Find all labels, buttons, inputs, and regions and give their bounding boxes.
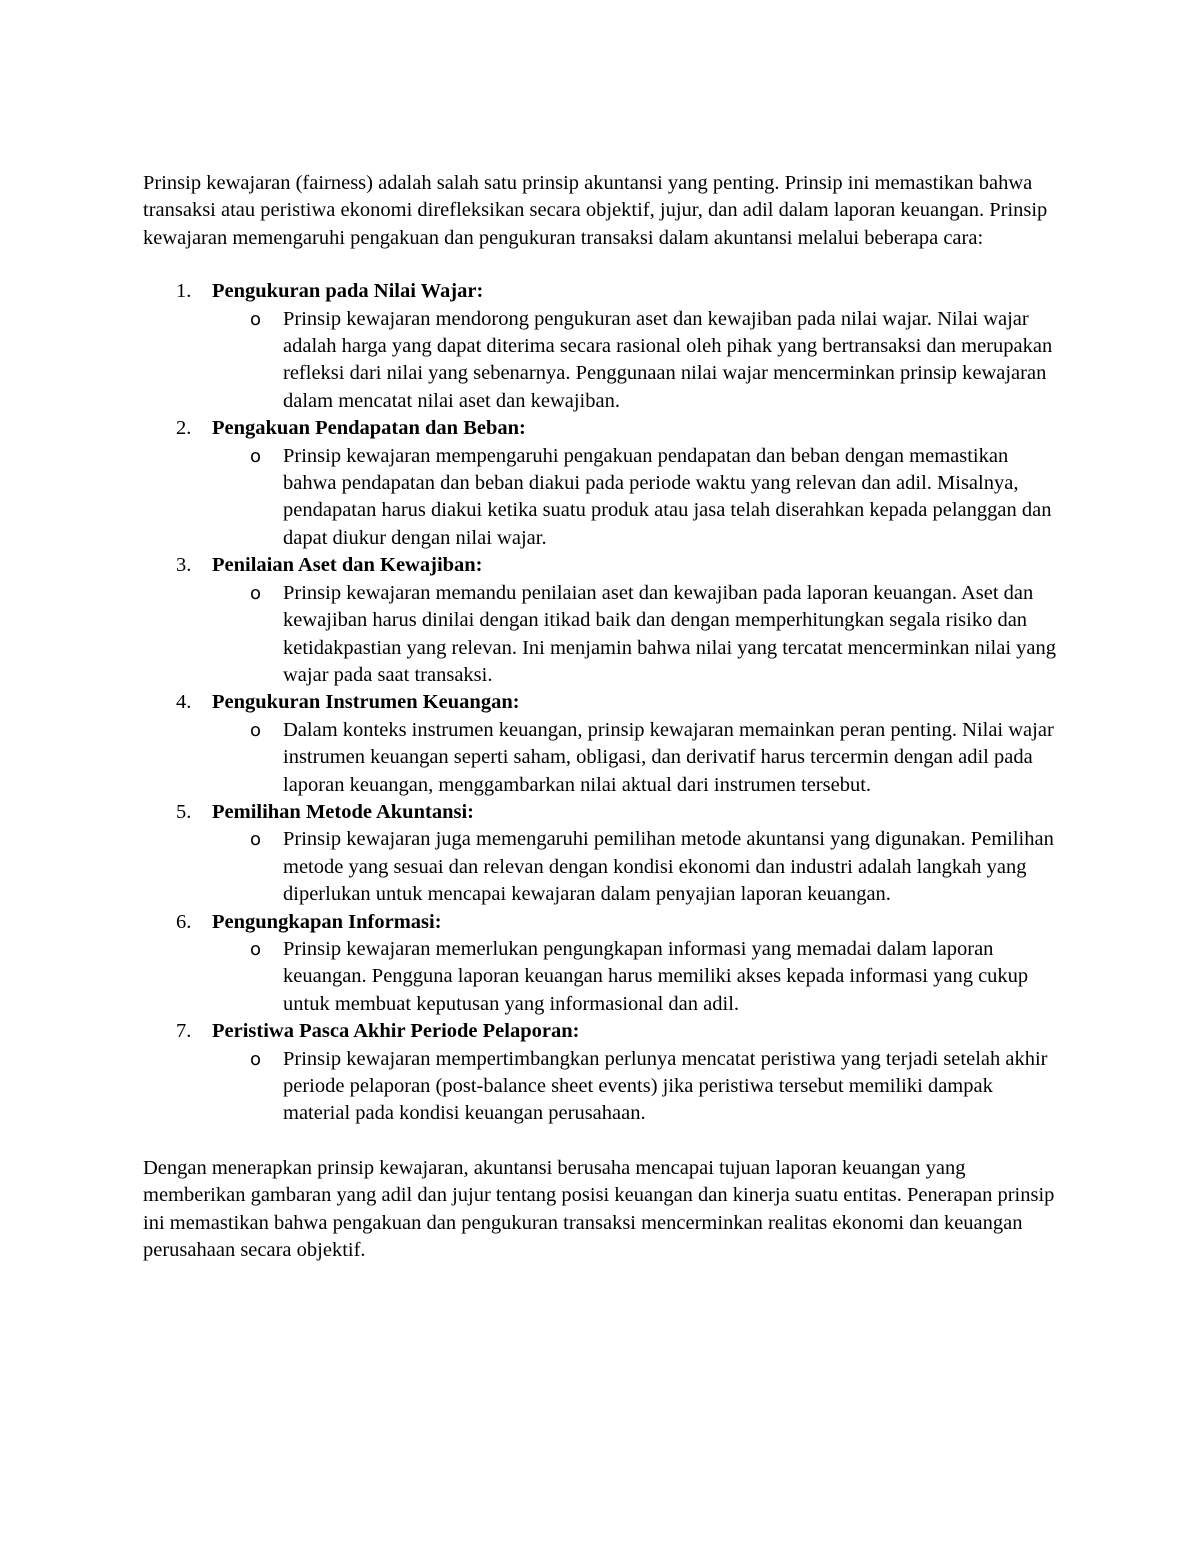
list-item	[143, 1018, 1063, 1128]
sub-list	[212, 1046, 1063, 1128]
list-item	[143, 278, 1063, 415]
document-body	[143, 170, 1063, 1264]
list-item	[143, 909, 1063, 1019]
points-list	[143, 278, 1063, 1128]
sub-item-text: Prinsip kewajaran mempengaruhi pengakuan pendapatan dan beban dengan memastikan bahwa pendapatan dan beban diakui pada periode waktu yang relevan dan adil. Misalnya, pendapatan harus diakui ketika suatu produk atau jasa telah diserahkan kepada pelanggan dan dapat diukur dengan nilai wajar.	[283, 444, 1052, 549]
bullet-icon: o	[250, 938, 262, 960]
sub-item	[212, 443, 1063, 553]
sub-item-text: Prinsip kewajaran mendorong pengukuran aset dan kewajiban pada nilai wajar. Nilai wajar adalah harga yang dapat diterima secara rasional oleh pihak yang bertransaksi dan merupakan refleksi dari nilai yang sebenarnya. Penggunaan nilai wajar mencerminkan prinsip kewajaran dalam mencatat nilai aset dan kewajiban.	[283, 307, 1053, 412]
item-heading: Pengukuran Instrumen Keuangan:	[212, 691, 520, 714]
sub-item-text: Prinsip kewajaran mempertimbangkan perlunya mencatat peristiwa yang terjadi setelah akhir periode pelaporan (post-balance sheet events) jika peristiwa tersebut memiliki dampak material pada kondisi keuangan perusahaan.	[283, 1047, 1048, 1125]
item-number: 2.	[176, 417, 192, 440]
item-heading: Pengukuran pada Nilai Wajar:	[212, 280, 484, 303]
item-number: 7.	[176, 1020, 192, 1043]
sub-list	[212, 306, 1063, 416]
list-item	[143, 799, 1063, 909]
sub-list	[212, 443, 1063, 553]
bullet-icon: o	[250, 829, 262, 851]
sub-list	[212, 936, 1063, 1018]
sub-item	[212, 1046, 1063, 1128]
bullet-icon: o	[250, 308, 262, 330]
sub-list	[212, 717, 1063, 799]
item-number: 4.	[176, 691, 192, 714]
item-number: 3.	[176, 554, 192, 577]
sub-item	[212, 306, 1063, 416]
bullet-icon: o	[250, 445, 262, 467]
sub-list	[212, 826, 1063, 908]
bullet-icon: o	[250, 582, 262, 604]
intro-paragraph: Prinsip kewajaran (fairness) adalah salah satu prinsip akuntansi yang penting. Prinsip ini memastikan bahwa transaksi atau peristiwa ekonomi direfleksikan secara objektif, jujur, dan adil dalam laporan keuangan. Prinsip kewajaran memengaruhi pengakuan dan pengukuran transaksi dalam akuntansi melalui beberapa cara:	[143, 172, 1048, 249]
item-heading: Penilaian Aset dan Kewajiban:	[212, 554, 483, 577]
item-heading: Peristiwa Pasca Akhir Periode Pelaporan:	[212, 1020, 580, 1043]
sub-item-text: Prinsip kewajaran memandu penilaian aset dan kewajiban pada laporan keuangan. Aset dan kewajiban harus dinilai dengan itikad baik dan dengan memperhitungkan segala risiko dan ketidakpastian yang relevan. Ini menjamin bahwa nilai yang tercatat mencerminkan nilai yang wajar pada saat transaksi.	[283, 581, 1057, 686]
item-heading: Pemilihan Metode Akuntansi:	[212, 800, 474, 823]
sub-item	[212, 936, 1063, 1018]
item-number: 1.	[176, 280, 192, 303]
item-number: 5.	[176, 800, 192, 823]
sub-list	[212, 580, 1063, 690]
sub-item-text: Prinsip kewajaran juga memengaruhi pemilihan metode akuntansi yang digunakan. Pemilihan metode yang sesuai dan relevan dengan kondisi ekonomi dan industri adalah langkah yang diperlukan untuk mencapai kewajaran dalam penyajian laporan keuangan.	[283, 828, 1054, 906]
sub-item	[212, 717, 1063, 799]
bullet-icon: o	[250, 719, 262, 741]
sub-item	[212, 580, 1063, 690]
item-heading: Pengungkapan Informasi:	[212, 910, 442, 933]
item-heading: Pengakuan Pendapatan dan Beban:	[212, 417, 526, 440]
item-number: 6.	[176, 910, 192, 933]
sub-item	[212, 826, 1063, 908]
sub-item-text: Prinsip kewajaran memerlukan pengungkapan informasi yang memadai dalam laporan keuangan. Pengguna laporan keuangan harus memiliki akses kepada informasi yang cukup untuk membuat keputusan yang informasional dan adil.	[283, 937, 1029, 1015]
list-item	[143, 552, 1063, 689]
list-item	[143, 415, 1063, 552]
bullet-icon: o	[250, 1048, 262, 1070]
sub-item-text: Dalam konteks instrumen keuangan, prinsip kewajaran memainkan peran penting. Nilai wajar instrumen keuangan seperti saham, obligasi, dan derivatif harus tercermin dengan adil pada laporan keuangan, menggambarkan nilai aktual dari instrumen tersebut.	[283, 718, 1054, 796]
conclusion-paragraph: Dengan menerapkan prinsip kewajaran, akuntansi berusaha mencapai tujuan laporan keuangan yang memberikan gambaran yang adil dan jujur tentang posisi keuangan dan kinerja suatu entitas. Penerapan prinsip ini memastikan bahwa pengakuan dan pengukuran transaksi mencerminkan realitas ekonomi dan keuangan perusahaan secara objektif.	[143, 1156, 1055, 1262]
list-item	[143, 689, 1063, 799]
